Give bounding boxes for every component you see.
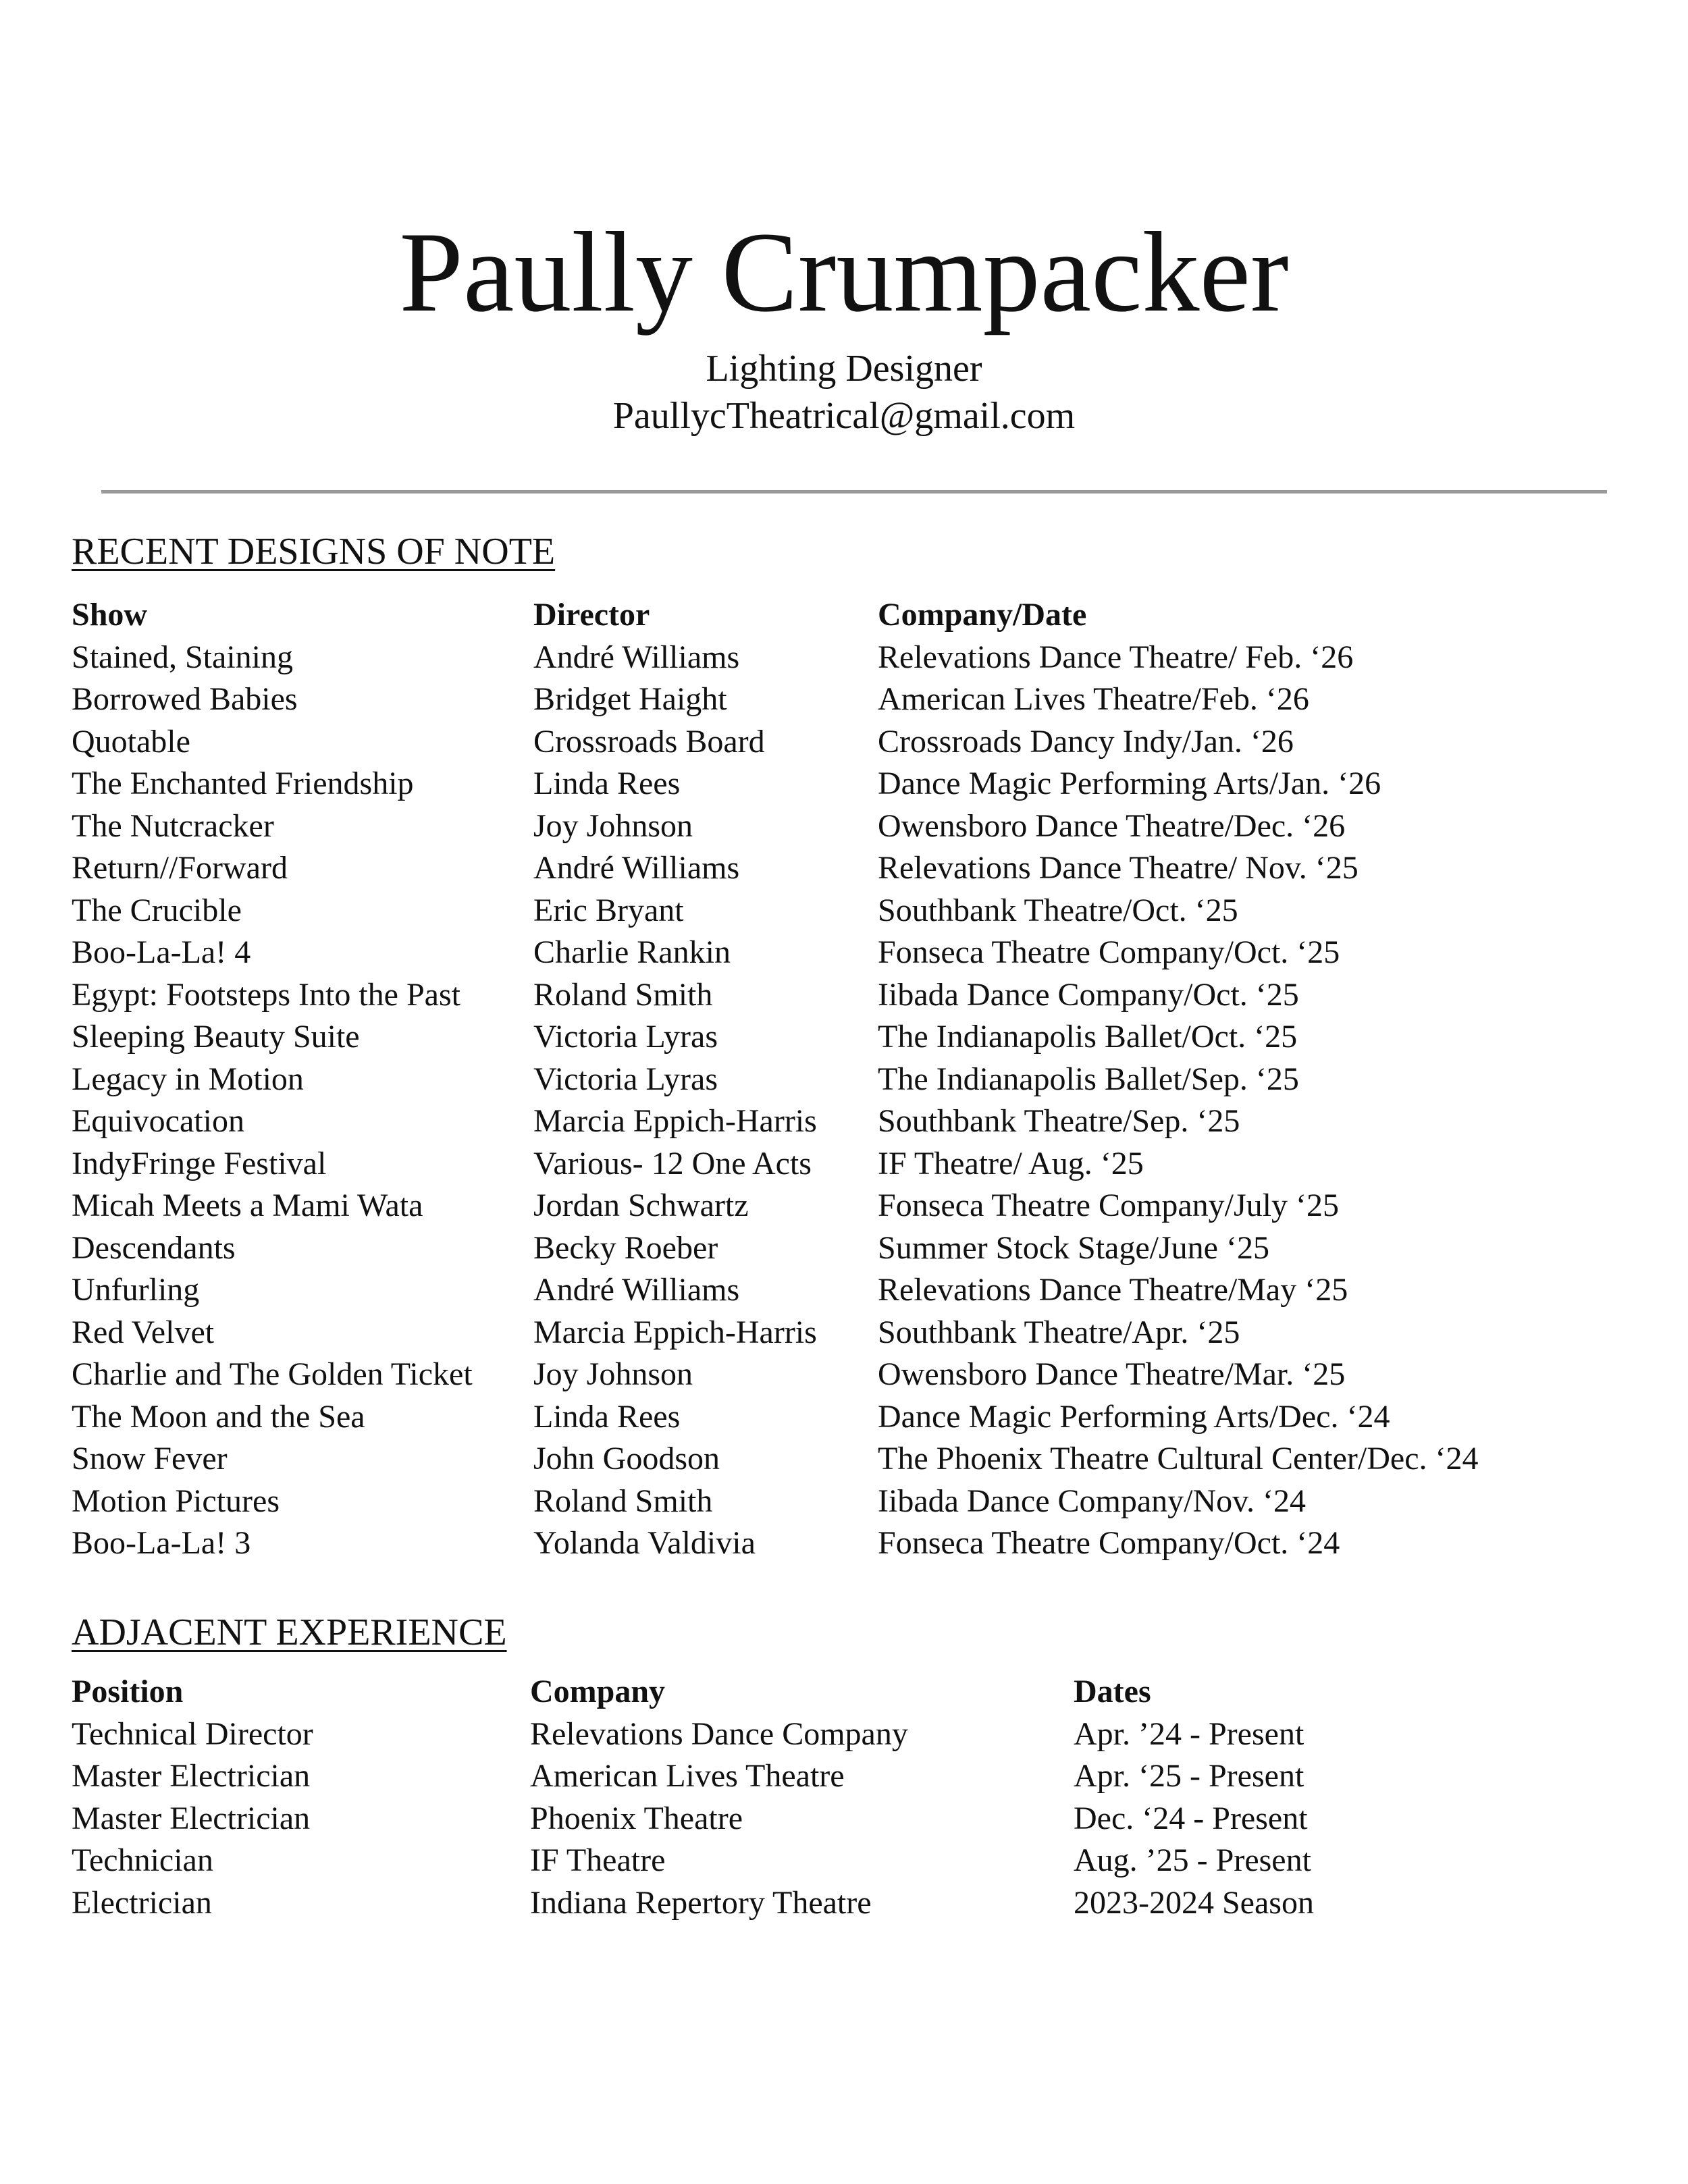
design-row-cell: Borrowed Babies (72, 681, 298, 717)
design-row-cell: Red Velvet (72, 1314, 215, 1350)
designs-table (0, 595, 1688, 1566)
design-row-cell: Boo-La-La! 4 (72, 934, 251, 970)
design-row-cell: Joy Johnson (533, 1356, 693, 1392)
experience-row-cell: Master Electrician (72, 1758, 311, 1794)
experience-row-cell: Technical Director (72, 1715, 313, 1752)
design-row (0, 1102, 1688, 1144)
column-header-position: Position (72, 1674, 184, 1709)
design-row-cell: Dance Magic Performing Arts/Dec. ‘24 (878, 1398, 1390, 1435)
design-row-cell: John Goodson (533, 1441, 720, 1476)
experience-row-cell: Phoenix Theatre (530, 1800, 743, 1836)
design-row-cell: Charlie and The Golden Ticket (72, 1356, 473, 1392)
design-row-cell: The Moon and the Sea (72, 1398, 365, 1435)
design-row-cell: Relevations Dance Theatre/ Nov. ‘25 (878, 850, 1359, 886)
design-row-cell: Quotable (72, 723, 190, 760)
experience-row (0, 1799, 1688, 1842)
design-row-cell: Descendants (72, 1229, 236, 1266)
design-row-cell: The Enchanted Friendship (72, 766, 414, 801)
design-row (0, 1229, 1688, 1271)
experience-row-cell: Technician (72, 1842, 213, 1878)
experience-row-cell: 2023-2024 Season (1074, 1884, 1314, 1921)
experience-row (0, 1757, 1688, 1799)
design-row-cell: Iibada Dance Company/Oct. ‘25 (878, 976, 1299, 1013)
design-row (0, 680, 1688, 722)
design-row-cell: Stained, Staining (72, 639, 293, 675)
design-row-cell: Dance Magic Performing Arts/Jan. ‘26 (878, 766, 1381, 801)
design-row-cell: Southbank Theatre/Oct. ‘25 (878, 892, 1238, 928)
designs-header-row (0, 595, 1688, 638)
experience-rows (0, 1715, 1688, 1926)
design-row (0, 1355, 1688, 1397)
design-row (0, 1524, 1688, 1566)
design-row-cell: Fonseca Theatre Company/July ‘25 (878, 1188, 1339, 1223)
design-row-cell: Iibada Dance Company/Nov. ‘24 (878, 1483, 1307, 1519)
experience-row (0, 1715, 1688, 1757)
design-row (0, 849, 1688, 891)
design-row (0, 638, 1688, 681)
header-divider (101, 490, 1607, 494)
design-row-cell: American Lives Theatre/Feb. ‘26 (878, 681, 1309, 717)
column-header-show: Show (72, 597, 148, 633)
experience-row-cell: American Lives Theatre (530, 1758, 845, 1794)
design-row-cell: Boo-La-La! 3 (72, 1525, 251, 1561)
experience-row-cell: Dec. ‘24 - Present (1074, 1800, 1308, 1836)
experience-row-cell: Aug. ’25 - Present (1074, 1842, 1311, 1878)
design-row-cell: The Nutcracker (72, 807, 274, 844)
design-row-cell: André Williams (533, 1272, 740, 1308)
design-row-cell: Fonseca Theatre Company/Oct. ‘25 (878, 934, 1340, 970)
experience-table (0, 1672, 1688, 1925)
design-row-cell: IF Theatre/ Aug. ‘25 (878, 1145, 1144, 1181)
design-row-cell: Southbank Theatre/Sep. ‘25 (878, 1103, 1240, 1139)
design-row-cell: Legacy in Motion (72, 1061, 304, 1097)
design-row-cell: Crossroads Board (533, 723, 765, 760)
design-row-cell: Joy Johnson (533, 807, 693, 844)
design-row (0, 976, 1688, 1018)
column-header-dates: Dates (1074, 1674, 1151, 1709)
design-row-cell: André Williams (533, 639, 740, 675)
design-row-cell: Snow Fever (72, 1441, 228, 1476)
design-row-cell: Marcia Eppich-Harris (533, 1314, 817, 1350)
email-address: PaullycTheatrical@gmail.com (612, 395, 1076, 437)
experience-row-cell: Master Electrician (72, 1800, 311, 1836)
design-row-cell: Summer Stock Stage/June ‘25 (878, 1229, 1269, 1266)
designs-rows (0, 638, 1688, 1566)
design-row (0, 764, 1688, 807)
design-row-cell: Equivocation (72, 1103, 244, 1139)
experience-row-cell: Apr. ’24 - Present (1074, 1715, 1304, 1752)
design-row (0, 807, 1688, 849)
experience-row (0, 1841, 1688, 1884)
column-header-director: Director (533, 597, 650, 633)
design-row-cell: Egypt: Footsteps Into the Past (72, 976, 460, 1013)
design-row-cell: Becky Roeber (533, 1229, 718, 1266)
design-row-cell: Roland Smith (533, 1483, 713, 1519)
design-row-cell: Charlie Rankin (533, 934, 731, 970)
experience-header-row (0, 1672, 1688, 1715)
design-row (0, 1017, 1688, 1060)
design-row (0, 933, 1688, 976)
design-row-cell: The Indianapolis Ballet/Oct. ‘25 (878, 1019, 1298, 1055)
design-row-cell: Motion Pictures (72, 1483, 280, 1519)
resume-name: Paully Crumpacker (399, 209, 1289, 336)
design-row-cell: Marcia Eppich-Harris (533, 1103, 817, 1139)
design-row (0, 891, 1688, 934)
design-row-cell: Linda Rees (533, 1398, 681, 1435)
design-row-cell: Victoria Lyras (533, 1019, 718, 1055)
designs-section-title: RECENT DESIGNS OF NOTE (72, 531, 556, 572)
design-row-cell: Unfurling (72, 1272, 200, 1308)
design-row-cell: IndyFringe Festival (72, 1145, 327, 1181)
experience-row-cell: Relevations Dance Company (530, 1715, 908, 1752)
experience-section-title: ADJACENT EXPERIENCE (72, 1612, 507, 1653)
design-row-cell: Owensboro Dance Theatre/Mar. ‘25 (878, 1356, 1346, 1392)
design-row-cell: Fonseca Theatre Company/Oct. ‘24 (878, 1525, 1340, 1561)
design-row (0, 1060, 1688, 1102)
design-row-cell: The Crucible (72, 892, 242, 928)
design-row (0, 1313, 1688, 1356)
experience-row-cell: IF Theatre (530, 1842, 666, 1878)
design-row-cell: Jordan Schwartz (533, 1188, 749, 1223)
design-row-cell: Victoria Lyras (533, 1061, 718, 1097)
design-row-cell: Relevations Dance Theatre/ Feb. ‘26 (878, 639, 1354, 675)
experience-row (0, 1884, 1688, 1926)
design-row-cell: Eric Bryant (533, 892, 684, 928)
design-row-cell: Owensboro Dance Theatre/Dec. ‘26 (878, 807, 1346, 844)
design-row (0, 1439, 1688, 1482)
design-row-cell: Yolanda Valdivia (533, 1525, 756, 1561)
design-row-cell: The Indianapolis Ballet/Sep. ‘25 (878, 1061, 1299, 1097)
design-row (0, 1482, 1688, 1524)
design-row-cell: Roland Smith (533, 976, 713, 1013)
column-header-company-date: Company/Date (878, 597, 1087, 633)
design-row-cell: André Williams (533, 850, 740, 886)
design-row-cell: Micah Meets a Mami Wata (72, 1188, 423, 1223)
experience-row-cell: Electrician (72, 1884, 212, 1921)
experience-row-cell: Apr. ‘25 - Present (1074, 1758, 1304, 1794)
design-row-cell: Southbank Theatre/Apr. ‘25 (878, 1314, 1240, 1350)
design-row-cell: Relevations Dance Theatre/May ‘25 (878, 1272, 1348, 1308)
design-row-cell: Various- 12 One Acts (533, 1145, 812, 1181)
design-row-cell: Bridget Haight (533, 681, 727, 717)
design-row (0, 1397, 1688, 1440)
design-row-cell: Return//Forward (72, 850, 288, 886)
design-row-cell: The Phoenix Theatre Cultural Center/Dec. ‘24 (878, 1441, 1479, 1476)
design-row-cell: Sleeping Beauty Suite (72, 1019, 360, 1055)
design-row (0, 1144, 1688, 1187)
job-title: Lighting Designer (706, 348, 982, 390)
design-row (0, 1186, 1688, 1229)
design-row (0, 722, 1688, 765)
design-row (0, 1271, 1688, 1313)
experience-row-cell: Indiana Repertory Theatre (530, 1884, 872, 1921)
design-row-cell: Crossroads Dancy Indy/Jan. ‘26 (878, 723, 1294, 760)
design-row-cell: Linda Rees (533, 766, 681, 801)
column-header-company: Company (530, 1674, 666, 1709)
